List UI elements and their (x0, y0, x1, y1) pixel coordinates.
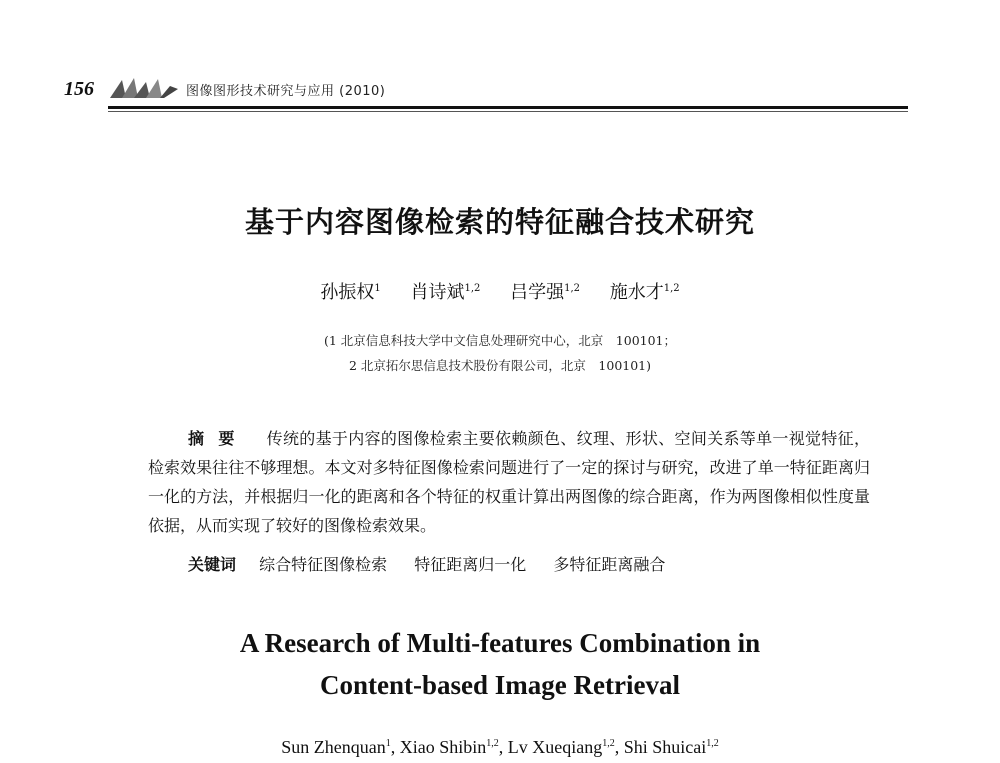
author-affil-mark: 1,2 (602, 738, 615, 749)
running-header (64, 78, 908, 118)
author-affil-mark: 1 (385, 738, 391, 749)
author-cn (610, 282, 680, 303)
keyword: 综合特征图像检索 (259, 555, 388, 574)
abstract-text: 传统的基于内容的图像检索主要依赖颜色、纹理、形状、空间关系等单一视觉特征，检索效果往往不够理想。本文对多特征图像检索问题进行了一定的探讨与研究，改进了单一特征距离归一化的方法，并根据归一化的距离和各个特征的权重计算出两图像的综合距离，作为两图像相似性度量依据，从而实现了较好的图像检索效果。 (148, 429, 870, 535)
author-list-cn (0, 278, 1000, 304)
author-name: Shi Shuicai (623, 737, 707, 757)
author-list-en: Sun Zhenquan$^1$, Xiao Shibin$^{1,2}$, Lv Xueqiang$^{1,2}$, Shi Shuicai$^{1,2}$ (281, 737, 719, 757)
affiliation-line: (1 北京信息科技大学中文信息处理研究中心，北京 100101； (323, 333, 677, 348)
abstract-label: 摘要 (188, 429, 249, 448)
author-affil-mark: 1,2 (663, 283, 680, 294)
author-name: 施水才 (609, 282, 664, 303)
author-affil-mark: 1,2 (464, 283, 481, 294)
header-rule-thin (108, 111, 908, 112)
affiliation-line: 2 北京拓尔思信息技术股份有限公司，北京 100101) (348, 358, 652, 373)
author-name: Sun Zhenquan (281, 737, 386, 757)
author-name: Lv Xueqiang (507, 737, 603, 757)
author-cn (510, 282, 580, 303)
header-rule (108, 106, 908, 109)
keyword: 多特征距离融合 (553, 555, 666, 574)
author-name: 肖诗斌 (410, 282, 465, 303)
author-affil-mark: 1,2 (486, 738, 499, 749)
author-affil-mark: 1,2 (706, 738, 719, 749)
author-en (624, 737, 719, 757)
author-name: 吕学强 (510, 282, 565, 303)
page-number: 156 (64, 78, 94, 100)
author-en (400, 737, 499, 757)
author-cn (320, 282, 380, 303)
keywords-line (188, 552, 687, 575)
author-cn (410, 282, 480, 303)
author-affil-mark: 1 (374, 283, 381, 294)
journal-name: 图像图形技术研究与应用 (2010) (186, 84, 386, 99)
keywords-label: 关键词 (188, 555, 237, 574)
author-en (508, 737, 615, 757)
author-affil-mark: 1,2 (564, 283, 580, 294)
paper-title-cn: 基于内容图像检索的特征融合技术研究 (244, 205, 755, 239)
paper-title-en-line: A Research of Multi-features Combination in (239, 628, 761, 658)
header-ornament-icon (108, 76, 180, 102)
abstract-paragraph (148, 424, 870, 540)
paper-title-en-line: Content-based Image Retrieval (320, 670, 680, 700)
author-name: Xiao Shibin (399, 737, 487, 757)
author-name: 孙振权 (320, 282, 375, 303)
keyword: 特征距离归一化 (414, 555, 527, 574)
author-en (281, 737, 390, 757)
